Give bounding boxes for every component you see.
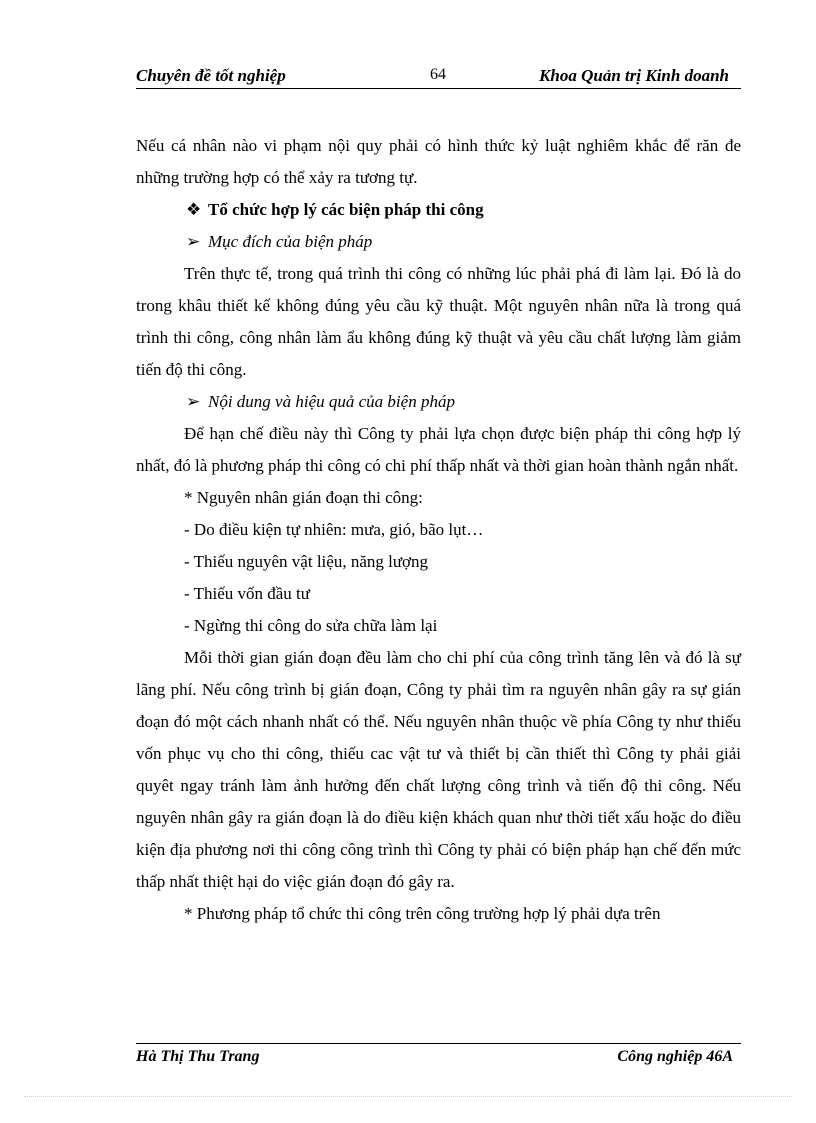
subheading-content — [136, 386, 741, 418]
cause-item: - Do điều kiện tự nhiên: mưa, gió, bão lụt… — [184, 520, 484, 539]
subheading-content-text: Nội dung và hiệu quả của biện pháp — [208, 392, 455, 411]
causes-title: * Nguyên nhân gián đoạn thi công: — [184, 488, 423, 507]
page-header — [136, 66, 741, 89]
paragraph-interruption: Mỗi thời gian gián đoạn đều làm cho chi phí của công trình tăng lên và đó là sự lãng phí. Nếu công trình bị gián đoạn, Công ty phải tìm ra nguyên nhân gây ra sự gián đoạn đó một cách nhanh nhất có thể. Nếu nguyên nhân thuộc về phía Công ty như thiếu vốn phục vụ cho thi công, thiếu cac vật tư và thiết bị cần thiết thì Công ty phải giải quyêt ngay tránh làm ảnh hưởng đến chất lượng công trình và tiến độ thi công. Nếu nguyên nhân gây ra gián đoạn là do điều kiện khách quan như thời tiết xấu hoặc do điều kiện địa phương nơi thi công công trình thì Công ty phải có biện pháp hạn chế đến mức thấp nhất thiệt hại do việc gián đoạn đó gây ra. — [136, 648, 741, 891]
cause-item: - Ngừng thi công do sửa chữa làm lại — [184, 616, 438, 635]
paragraph-solution: Để hạn chế điều này thì Công ty phải lựa chọn được biện pháp thi công hợp lý nhất, đó là phương pháp thi công có chi phí thấp nhất và thời gian hoàn thành ngắn nhất. — [136, 424, 741, 475]
footer-author: Hà Thị Thu Trang — [136, 1048, 260, 1065]
paragraph-purpose: Trên thực tế, trong quá trình thi công có những lúc phải phá đi làm lại. Đó là do trong khâu thiết kế không đúng yêu cầu kỹ thuật. Một nguyên nhân nữa là trong quá trình thi công, công nhân làm ẩu không đúng kỹ thuật và yêu cầu chất lượng làm giảm tiến độ thi công. — [136, 264, 741, 379]
subheading-purpose-text: Mục đích của biện pháp — [208, 232, 373, 251]
header-faculty: Khoa Quản trị Kinh doanh — [539, 66, 729, 85]
page-bottom-divider — [24, 1096, 792, 1097]
page-number: 64 — [430, 66, 446, 83]
cause-item: - Thiếu vốn đầu tư — [184, 584, 310, 603]
arrow-icon: ➢ — [186, 392, 201, 411]
page-body — [136, 130, 741, 930]
paragraph-method: * Phương pháp tổ chức thi công trên công trường hợp lý phải dựa trên — [184, 904, 661, 923]
footer-class: Công nghiệp 46A — [617, 1048, 733, 1065]
arrow-icon: ➢ — [186, 232, 201, 251]
paragraph-discipline: Nếu cá nhân nào vi phạm nội quy phải có hình thức kỷ luật nghiêm khắc để răn đe những trường hợp có thể xảy ra tương tự. — [136, 136, 741, 187]
section-heading — [136, 194, 741, 226]
subheading-purpose — [136, 226, 741, 258]
page-footer — [136, 1043, 741, 1068]
cause-item: - Thiếu nguyên vật liệu, năng lượng — [184, 552, 429, 571]
header-thesis-title: Chuyên đề tốt nghiệp — [136, 66, 286, 85]
section-heading-text: Tổ chức hợp lý các biện pháp thi công — [208, 200, 484, 219]
diamond-icon: ❖ — [186, 200, 202, 219]
